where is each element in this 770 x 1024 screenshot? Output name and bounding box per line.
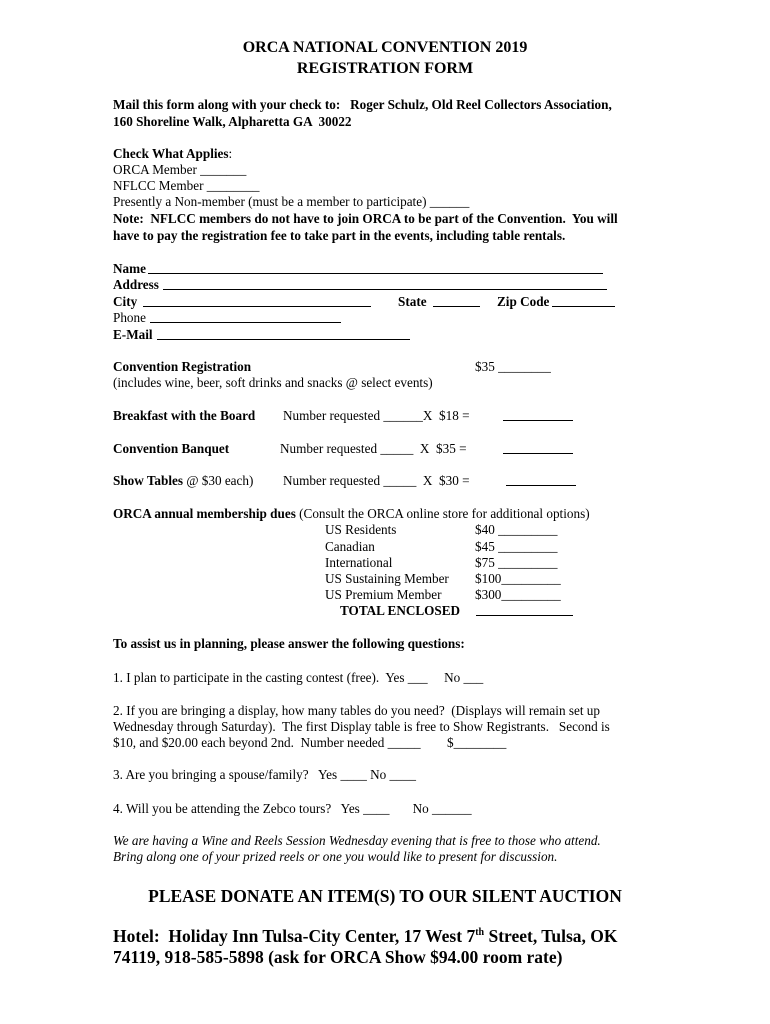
mail-line-1: Mail this form along with your check to: Roger Schulz, Old Reel Collectors Association, bbox=[113, 97, 612, 112]
zip-label: Zip Code bbox=[497, 294, 550, 309]
total-enclosed-field[interactable] bbox=[476, 604, 573, 616]
total-enclosed-label: TOTAL ENCLOSED bbox=[340, 603, 461, 618]
membership-price-field[interactable]: $45 _________ bbox=[475, 539, 558, 554]
banquet-label: Convention Banquet bbox=[113, 441, 230, 456]
membership-name: US Sustaining Member bbox=[325, 571, 449, 586]
hotel-line-2: 74119, 918-585-5898 (ask for ORCA Show $94.00 room rate) bbox=[113, 947, 563, 967]
membership-label: ORCA annual membership dues bbox=[113, 506, 296, 521]
zip-field[interactable] bbox=[552, 295, 615, 307]
question-zebco[interactable]: 4. Will you be attending the Zebco tours? Yes ____ No ______ bbox=[113, 801, 472, 816]
registration-price-field[interactable]: $35 ________ bbox=[475, 359, 551, 374]
address-label: Address bbox=[113, 277, 159, 292]
tables-count-field[interactable]: Number requested _____ X $30 = bbox=[283, 473, 470, 488]
membership-price-field[interactable]: $40 _________ bbox=[475, 522, 558, 537]
note-line-2: have to pay the registration fee to take part in the events, including table rentals. bbox=[113, 228, 566, 243]
orca-member-option[interactable]: ORCA Member _______ bbox=[113, 162, 247, 177]
phone-field[interactable] bbox=[150, 311, 341, 323]
state-field[interactable] bbox=[433, 295, 480, 307]
donate-banner: PLEASE DONATE AN ITEM(S) TO OUR SILENT AUCTION bbox=[148, 886, 622, 906]
registration-label: Convention Registration bbox=[113, 359, 252, 374]
form-title: ORCA NATIONAL CONVENTION 2019 bbox=[242, 39, 528, 56]
membership-note: (Consult the ORCA online store for additional options) bbox=[295, 506, 590, 521]
email-label: E-Mail bbox=[113, 327, 153, 342]
banquet-total-field[interactable] bbox=[503, 442, 573, 454]
membership-name: US Premium Member bbox=[325, 587, 442, 602]
registration-includes: (includes wine, beer, soft drinks and snacks @ select events) bbox=[113, 375, 433, 390]
membership-name: International bbox=[325, 555, 393, 570]
city-label: City bbox=[113, 294, 138, 309]
breakfast-label: Breakfast with the Board bbox=[113, 408, 256, 423]
hotel-line-1 bbox=[113, 925, 618, 947]
name-field[interactable] bbox=[148, 262, 603, 274]
show-tables-note: @ $30 each) bbox=[183, 473, 254, 488]
question-spouse[interactable]: 3. Are you bringing a spouse/family? Yes ____ No ____ bbox=[113, 767, 416, 782]
address-field[interactable] bbox=[163, 278, 607, 290]
state-label: State bbox=[398, 294, 427, 309]
show-tables-label: Show Tables bbox=[113, 473, 184, 488]
tables-total-field[interactable] bbox=[506, 474, 576, 486]
hotel-line-1-post: Street, Tulsa, OK bbox=[484, 926, 618, 946]
note-line-1: Note: NFLCC members do not have to join ORCA to be part of the Convention. You will bbox=[113, 211, 618, 226]
membership-name: US Residents bbox=[325, 522, 397, 537]
membership-price-field[interactable]: $100_________ bbox=[475, 571, 561, 586]
mail-line-2: 160 Shoreline Walk, Alpharetta GA 30022 bbox=[113, 114, 352, 129]
membership-row bbox=[113, 506, 590, 522]
questions-heading: To assist us in planning, please answer the following questions: bbox=[113, 636, 465, 651]
question-casting[interactable]: 1. I plan to participate in the casting contest (free). Yes ___ No ___ bbox=[113, 670, 484, 685]
email-field[interactable] bbox=[157, 328, 410, 340]
breakfast-total-field[interactable] bbox=[503, 409, 573, 421]
nflcc-member-option[interactable]: NFLCC Member ________ bbox=[113, 178, 260, 193]
hotel-line-1-pre: Hotel: Holiday Inn Tulsa-City Center, 17 West 7 bbox=[113, 926, 476, 946]
wine-line-2: Bring along one of your prized reels or one you would like to present for discussion. bbox=[113, 849, 558, 864]
phone-label: Phone bbox=[113, 310, 146, 325]
membership-price-field[interactable]: $300_________ bbox=[475, 587, 561, 602]
non-member-option[interactable]: Presently a Non-member (must be a member to participate) ______ bbox=[113, 194, 470, 209]
applies-heading-row bbox=[113, 146, 232, 162]
breakfast-count-field[interactable]: Number requested ______X $18 = bbox=[283, 408, 470, 423]
applies-heading: Check What Applies bbox=[113, 146, 229, 161]
banquet-count-field[interactable]: Number requested _____ X $35 = bbox=[280, 441, 467, 456]
membership-price-field[interactable]: $75 _________ bbox=[475, 555, 558, 570]
applies-colon: : bbox=[228, 146, 233, 161]
name-label: Name bbox=[113, 261, 146, 276]
question-display-2: Wednesday through Saturday). The first Display table is free to Show Registrants. Second is bbox=[113, 719, 610, 734]
city-field[interactable] bbox=[143, 295, 371, 307]
wine-line-1: We are having a Wine and Reels Session Wednesday evening that is free to those who attend. bbox=[113, 833, 601, 848]
question-display-3[interactable]: $10, and $20.00 each beyond 2nd. Number needed _____ $________ bbox=[113, 735, 507, 750]
question-display-1: 2. If you are bringing a display, how many tables do you need? (Displays will remain set up bbox=[113, 703, 600, 718]
show-tables-row bbox=[113, 473, 253, 489]
membership-name: Canadian bbox=[325, 539, 375, 554]
hotel-line-1-sup: th bbox=[475, 927, 485, 939]
form-subtitle: REGISTRATION FORM bbox=[296, 60, 474, 77]
